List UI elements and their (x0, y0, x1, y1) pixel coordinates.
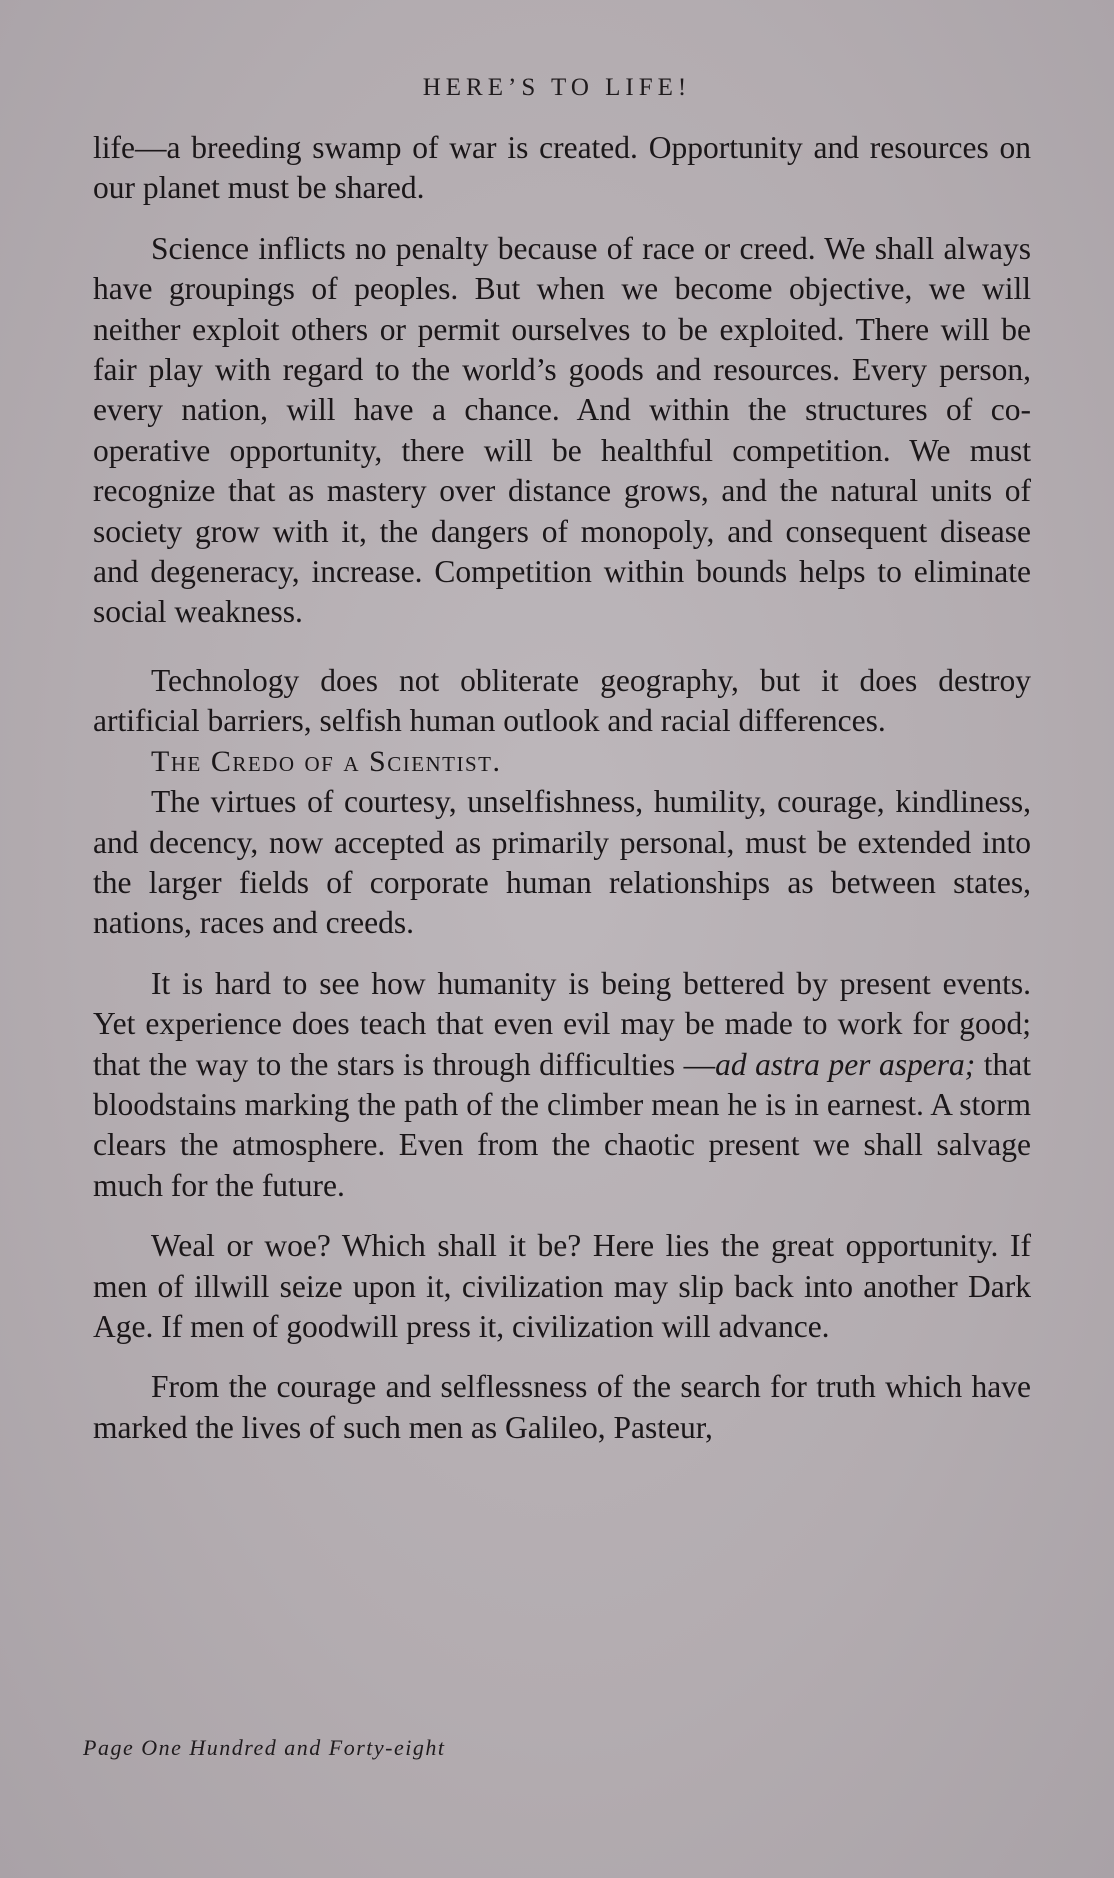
page-number-folio: Page One Hundred and Forty-eight (83, 1735, 446, 1760)
paragraph-1: life—a breeding swamp of war is created. Opportunity and resources on our planet must be shared. (93, 130, 1031, 206)
paragraph-5-text-a: It is hard to see how humanity is being bettered by present events. Yet experience does teach that even evil may be made to work for good; that the way to the stars is through difficulties — (93, 965, 1031, 1082)
paragraph-2: Science inflicts no penalty because of race or creed. We shall always have groupings of peoples. But when we become objective, we will neither exploit others or permit ourselves to be exploited. There will be fair play with regard to the world’s goods and resources. Every person, every nation, will have a chance. And within the structures of co-operative opportunity, there will be healthful competition. We must recognize that as mastery over distance grows, and the natural units of society grow with it, the dangers of monopoly, and consequent disease and degeneracy, increase. Competition within bounds helps to eliminate social weakness. (93, 230, 1031, 630)
running-head: HERE’S TO LIFE! (422, 74, 692, 101)
paragraph-3: Technology does not obliterate geography, but it does destroy artificial barriers, selfish human outlook and racial differences. (93, 662, 1031, 739)
latin-phrase: ad astra per aspera; (715, 1046, 976, 1082)
body-text (93, 128, 1031, 1448)
paragraph-5 (93, 964, 1031, 1206)
paragraph-6: Weal or woe? Which shall it be? Here lies the great opportunity. If men of illwill seize upon it, civilization may slip back into another Dark Age. If men of goodwill press it, civilization will advance. (93, 1228, 1031, 1344)
paragraph-7: From the courage and selflessness of the search for truth which have marked the lives of such men as Galileo, Pasteur, (93, 1369, 1031, 1445)
paragraph-4: The virtues of courtesy, unselfishness, humility, courage, kindliness, and decency, now accepted as primarily personal, must be extended into the larger fields of corporate human relationships as between states, nations, races and creeds. (93, 784, 1031, 941)
section-heading: The Credo of a Scientist. (151, 744, 502, 778)
paragraph-5-text-b: that bloodstains marking the path of the climber mean he is in earnest. A storm clears the atmosphere. Even from the chaotic present we shall salvage much for the future. (93, 1046, 1031, 1203)
